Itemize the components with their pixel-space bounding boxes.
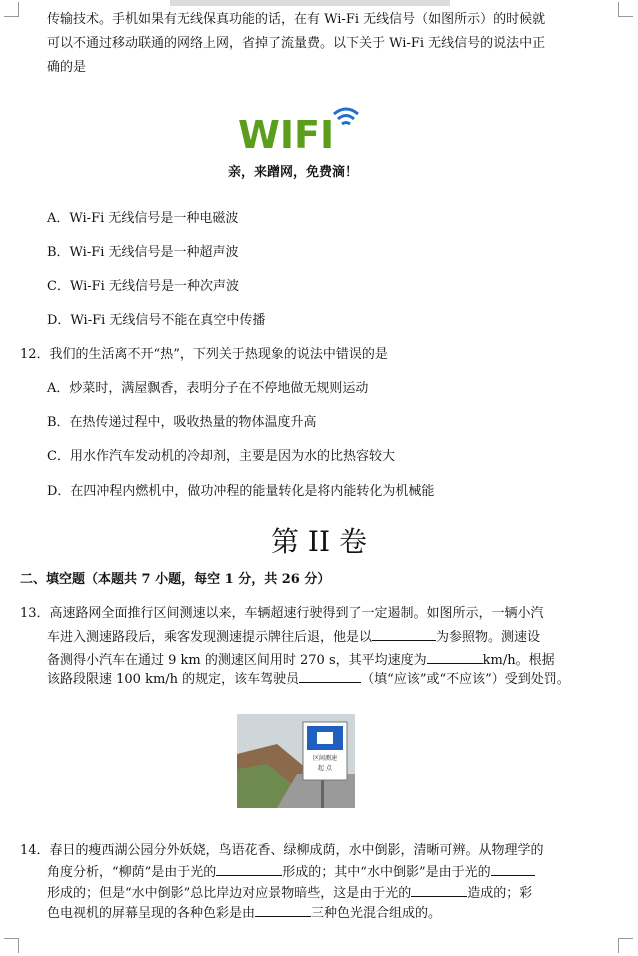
corner-mark-bottom-left bbox=[4, 938, 19, 953]
speed-sign-icon bbox=[237, 714, 355, 808]
q14-line-4 bbox=[47, 902, 441, 925]
q14-blank-primary-colors[interactable] bbox=[255, 902, 311, 917]
q12-option-c: C．用水作汽车发动机的冷却剂，主要是因为水的比热容较大 bbox=[47, 449, 395, 464]
wifi-logo-text: WIFI bbox=[238, 113, 335, 157]
section-heading: 二、填空题（本题共 7 小题，每空 1 分，共 26 分） bbox=[20, 572, 331, 587]
q12-option-a: A．炒菜时，满屋飘香，表明分子在不停地做无规则运动 bbox=[47, 381, 369, 396]
speed-sign-photo bbox=[237, 714, 355, 808]
q13-line-2-before: 车进入测速路段后，乘客发现测速提示牌往后退，他是以 bbox=[47, 630, 373, 645]
q13-line-2-after: 为参照物。测速设 bbox=[436, 630, 541, 645]
q14-line-3-after: 造成的；彩 bbox=[467, 886, 533, 901]
q11-option-b: B．Wi-Fi 无线信号是一种超声波 bbox=[47, 245, 239, 260]
sign-text-1: 区间测速 bbox=[312, 755, 338, 762]
sign-text-2: 起 点 bbox=[318, 765, 332, 772]
q11-stem-line-2: 可以不通过移动联通的网络上网，省掉了流量费。以下关于 Wi-Fi 无线信号的说法中正 bbox=[47, 36, 546, 51]
corner-mark-bottom-right bbox=[618, 938, 633, 953]
q12-option-b: B．在热传递过程中，吸收热量的物体温度升高 bbox=[47, 415, 317, 430]
q11-option-c: C．Wi-Fi 无线信号是一种次声波 bbox=[47, 279, 239, 294]
q14-line-2-after: 形成的；其中“水中倒影”是由于光的 bbox=[282, 865, 491, 880]
top-scroll-shadow bbox=[170, 0, 450, 6]
corner-mark-top-right bbox=[618, 2, 633, 17]
corner-mark-top-left bbox=[4, 2, 19, 17]
q14-line-3-before: 形成的；但是“水中倒影”总比岸边对应景物暗些，这是由于光的 bbox=[47, 886, 412, 901]
q14-blank-darker[interactable] bbox=[411, 882, 467, 897]
q13-blank-reference[interactable] bbox=[372, 626, 436, 641]
q13-line-4-before: 该路段限速 100 km/h 的规定，该车驾驶员 bbox=[47, 672, 300, 687]
q11-stem-line-1: 传输技术。手机如果有无线保真功能的话，在有 Wi-Fi 无线信号（如图所示）的时候就 bbox=[47, 12, 546, 27]
q13-line-1: 13．高速路网全面推行区间测速以来，车辆超速行驶得到了一定遏制。如图所示，一辆小汽 bbox=[20, 606, 544, 621]
q13-blank-speed[interactable] bbox=[427, 649, 483, 664]
q12-stem: 12．我们的生活离不开“热”，下列关于热现象的说法中错误的是 bbox=[20, 347, 388, 362]
q13-line-4 bbox=[47, 668, 570, 691]
q14-blank-willow-shade[interactable] bbox=[216, 861, 282, 876]
part-title: 第 II 卷 bbox=[271, 525, 367, 558]
q13-line-2 bbox=[47, 626, 540, 649]
q13-blank-penalty[interactable] bbox=[299, 668, 361, 683]
q11-stem-line-3: 确的是 bbox=[47, 60, 87, 75]
q14-line-4-before: 色电视机的屏幕呈现的各种色彩是由 bbox=[47, 906, 256, 921]
q11-option-d: D．Wi-Fi 无线信号不能在真空中传播 bbox=[47, 313, 266, 328]
q14-line-2-before: 角度分析，“柳荫”是由于光的 bbox=[47, 865, 217, 880]
q13-line-4-after: （填“应该”或“不应该”）受到处罚。 bbox=[361, 672, 570, 687]
q13-line-3-before: 备测得小汽车在通过 9 km 的测速区间用时 270 s，其平均速度为 bbox=[47, 653, 427, 668]
q14-line-2 bbox=[47, 861, 535, 884]
wifi-caption: 亲，来蹭网，免费滴！ bbox=[228, 165, 359, 180]
q14-line-1: 14．春日的瘦西湖公园分外妖娆，鸟语花香、绿柳成荫，水中倒影，清晰可辨。从物理学的 bbox=[20, 843, 544, 858]
q11-option-a: A．Wi-Fi 无线信号是一种电磁波 bbox=[47, 211, 239, 226]
q12-option-d: D．在四冲程内燃机中，做功冲程的能量转化是将内能转化为机械能 bbox=[47, 484, 435, 499]
q14-line-4-after: 三种色光混合组成的。 bbox=[311, 906, 442, 921]
q13-line-3-after: km/h。根据 bbox=[482, 653, 555, 668]
q14-blank-reflection[interactable] bbox=[491, 861, 535, 876]
